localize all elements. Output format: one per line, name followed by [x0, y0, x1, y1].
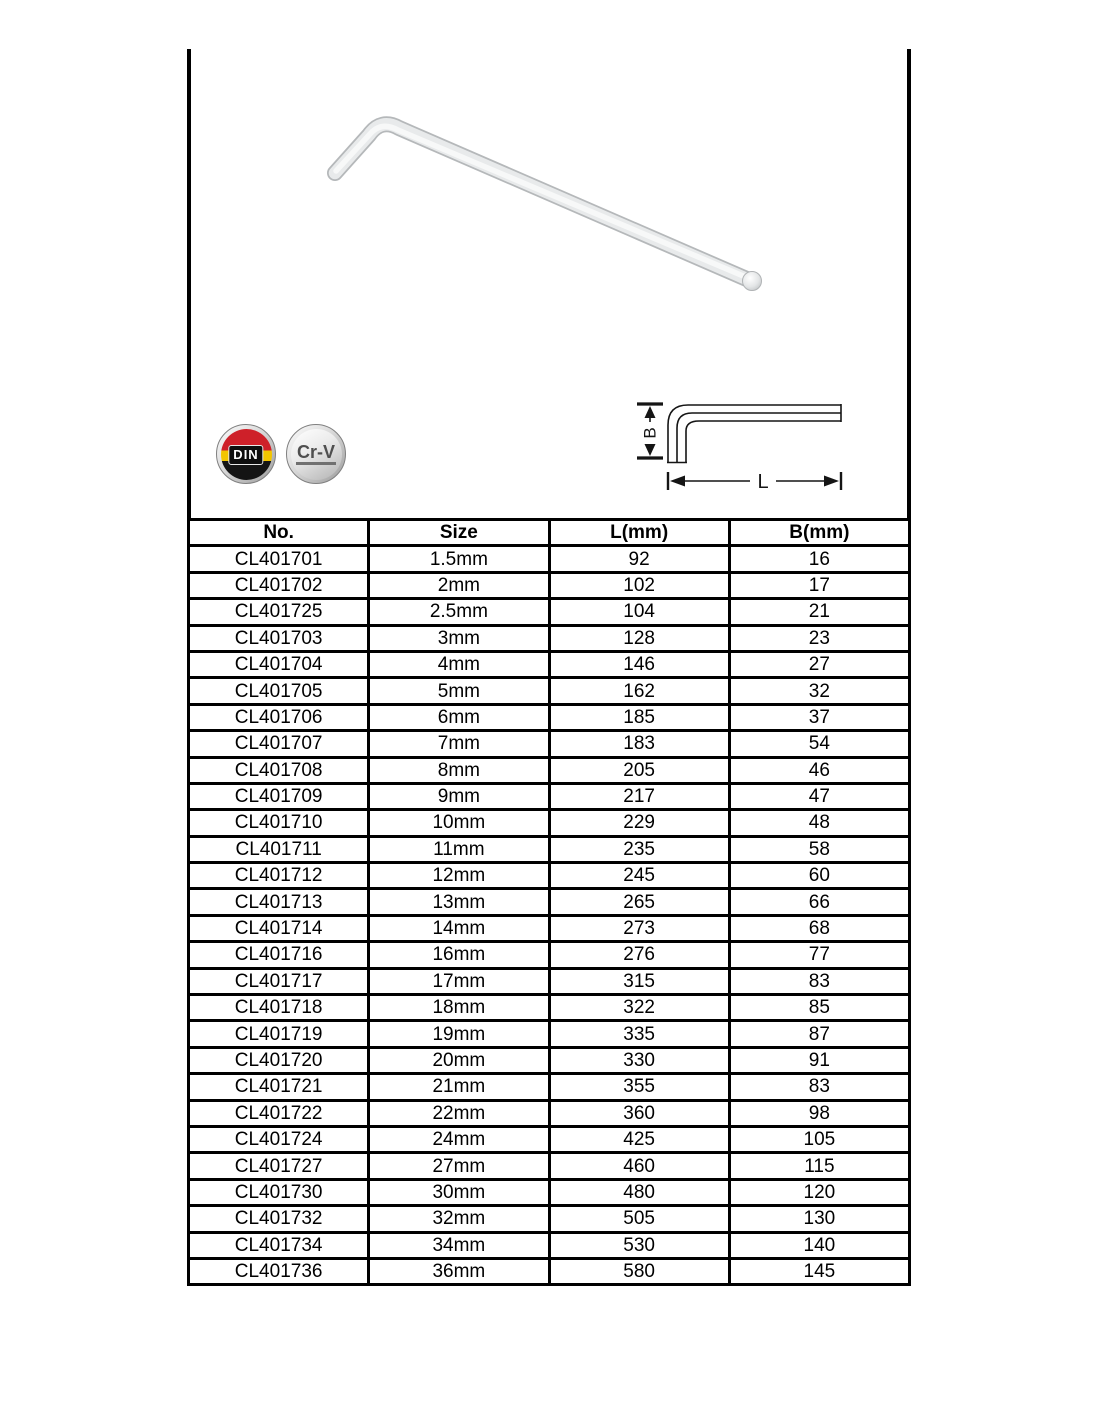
table-cell: 13mm	[369, 889, 549, 915]
table-cell: 32mm	[369, 1206, 549, 1232]
table-cell: 3mm	[369, 625, 549, 651]
table-cell: 60	[729, 863, 909, 889]
right-border-line	[907, 49, 911, 518]
table-cell: 17	[729, 572, 909, 598]
table-cell: 128	[549, 625, 729, 651]
table-cell: 322	[549, 995, 729, 1021]
b-dimension-label: B	[640, 427, 660, 439]
table-row	[189, 915, 910, 941]
table-cell: CL401722	[189, 1100, 369, 1126]
table-cell: 23	[729, 625, 909, 651]
table-row	[189, 810, 910, 836]
table-cell: 355	[549, 1074, 729, 1100]
table-cell: 265	[549, 889, 729, 915]
table-cell: 335	[549, 1021, 729, 1047]
table-cell: 130	[729, 1206, 909, 1232]
table-cell: 580	[549, 1258, 729, 1284]
table-cell: 9mm	[369, 783, 549, 809]
table-cell: 360	[549, 1100, 729, 1126]
table-cell: 27	[729, 651, 909, 677]
table-cell: 11mm	[369, 836, 549, 862]
left-border-line	[187, 49, 191, 518]
table-cell: CL401713	[189, 889, 369, 915]
table-row	[189, 968, 910, 994]
table-cell: 36mm	[369, 1258, 549, 1284]
table-cell: 66	[729, 889, 909, 915]
table-cell: 102	[549, 572, 729, 598]
table-row	[189, 546, 910, 572]
table-cell: 425	[549, 1126, 729, 1152]
table-cell: 460	[549, 1153, 729, 1179]
table-cell: 85	[729, 995, 909, 1021]
table-cell: CL401708	[189, 757, 369, 783]
table-cell: CL401719	[189, 1021, 369, 1047]
table-cell: CL401703	[189, 625, 369, 651]
table-cell: 8mm	[369, 757, 549, 783]
table-row	[189, 1153, 910, 1179]
table-cell: CL401701	[189, 546, 369, 572]
table-cell: CL401716	[189, 942, 369, 968]
table-cell: CL401714	[189, 915, 369, 941]
table-cell: 21mm	[369, 1074, 549, 1100]
table-cell: 140	[729, 1232, 909, 1258]
table-cell: 30mm	[369, 1179, 549, 1205]
table-cell: 5mm	[369, 678, 549, 704]
table-cell: 92	[549, 546, 729, 572]
table-cell: 83	[729, 1074, 909, 1100]
table-row	[189, 704, 910, 730]
table-cell: 146	[549, 651, 729, 677]
din-badge-inner	[221, 429, 272, 480]
table-cell: CL401710	[189, 810, 369, 836]
table-cell: 54	[729, 731, 909, 757]
table-cell: 91	[729, 1047, 909, 1073]
table-cell: 2mm	[369, 572, 549, 598]
table-cell: 104	[549, 599, 729, 625]
l-dimension-label: L	[757, 471, 769, 493]
table-cell: 77	[729, 942, 909, 968]
table-row	[189, 995, 910, 1021]
table-row	[189, 1021, 910, 1047]
table-row	[189, 1232, 910, 1258]
table-cell: 205	[549, 757, 729, 783]
table-header-row	[189, 520, 910, 546]
table-cell: 120	[729, 1179, 909, 1205]
table-row	[189, 1047, 910, 1073]
table-row	[189, 1179, 910, 1205]
table-cell: 68	[729, 915, 909, 941]
table-cell: 145	[729, 1258, 909, 1284]
table-cell: CL401712	[189, 863, 369, 889]
table-row	[189, 783, 910, 809]
table-row	[189, 1100, 910, 1126]
table-cell: 10mm	[369, 810, 549, 836]
table-cell: 185	[549, 704, 729, 730]
table-cell: 1.5mm	[369, 546, 549, 572]
din-label: DIN	[228, 445, 263, 465]
table-cell: 105	[729, 1126, 909, 1152]
table-row	[189, 731, 910, 757]
table-cell: CL401727	[189, 1153, 369, 1179]
table-cell: CL401721	[189, 1074, 369, 1100]
table-cell: 162	[549, 678, 729, 704]
dimension-diagram	[613, 389, 873, 504]
crv-label: Cr-V	[296, 443, 336, 466]
table-cell: 47	[729, 783, 909, 809]
table-row	[189, 863, 910, 889]
table-cell: 217	[549, 783, 729, 809]
table-cell: CL401724	[189, 1126, 369, 1152]
spec-table	[187, 518, 911, 1286]
table-cell: CL401709	[189, 783, 369, 809]
table-cell: 98	[729, 1100, 909, 1126]
din-badge	[216, 424, 276, 484]
table-cell: 229	[549, 810, 729, 836]
table-cell: 48	[729, 810, 909, 836]
table-cell: CL401736	[189, 1258, 369, 1284]
table-cell: 235	[549, 836, 729, 862]
table-cell: 22mm	[369, 1100, 549, 1126]
table-cell: 276	[549, 942, 729, 968]
table-cell: 27mm	[369, 1153, 549, 1179]
table-cell: 16	[729, 546, 909, 572]
spec-table-body	[189, 546, 910, 1285]
table-row	[189, 572, 910, 598]
table-row	[189, 1074, 910, 1100]
table-cell: CL401730	[189, 1179, 369, 1205]
table-cell: CL401732	[189, 1206, 369, 1232]
table-cell: 24mm	[369, 1126, 549, 1152]
table-cell: 273	[549, 915, 729, 941]
table-cell: CL401704	[189, 651, 369, 677]
table-cell: 32	[729, 678, 909, 704]
table-cell: CL401717	[189, 968, 369, 994]
table-cell: CL401707	[189, 731, 369, 757]
table-cell: 18mm	[369, 995, 549, 1021]
crv-badge	[286, 424, 346, 484]
table-row	[189, 651, 910, 677]
table-cell: 2.5mm	[369, 599, 549, 625]
table-cell: 183	[549, 731, 729, 757]
table-cell: CL401705	[189, 678, 369, 704]
table-cell: 505	[549, 1206, 729, 1232]
column-header-b: B(mm)	[729, 520, 909, 546]
table-cell: 530	[549, 1232, 729, 1258]
table-row	[189, 599, 910, 625]
b-arrow-down-icon	[645, 444, 656, 456]
table-cell: 46	[729, 757, 909, 783]
column-header-no: No.	[189, 520, 369, 546]
table-cell: CL401706	[189, 704, 369, 730]
table-cell: CL401720	[189, 1047, 369, 1073]
table-cell: 21	[729, 599, 909, 625]
table-cell: 315	[549, 968, 729, 994]
table-cell: 330	[549, 1047, 729, 1073]
table-cell: 87	[729, 1021, 909, 1047]
table-cell: 19mm	[369, 1021, 549, 1047]
table-row	[189, 942, 910, 968]
table-row	[189, 836, 910, 862]
table-cell: 58	[729, 836, 909, 862]
table-cell: 14mm	[369, 915, 549, 941]
table-cell: 34mm	[369, 1232, 549, 1258]
table-cell: 115	[729, 1153, 909, 1179]
table-cell: 12mm	[369, 863, 549, 889]
column-header-size: Size	[369, 520, 549, 546]
table-row	[189, 1206, 910, 1232]
table-row	[189, 1126, 910, 1152]
table-row	[189, 757, 910, 783]
crv-badge-inner	[291, 429, 342, 480]
table-cell: 16mm	[369, 942, 549, 968]
table-cell: 6mm	[369, 704, 549, 730]
table-cell: 83	[729, 968, 909, 994]
l-arrow-left-icon	[670, 476, 685, 487]
table-cell: CL401734	[189, 1232, 369, 1258]
table-cell: 17mm	[369, 968, 549, 994]
table-row	[189, 889, 910, 915]
table-row	[189, 625, 910, 651]
table-cell: 480	[549, 1179, 729, 1205]
b-arrow-up-icon	[645, 406, 656, 418]
hex-key-image	[318, 89, 778, 304]
table-cell: CL401702	[189, 572, 369, 598]
table-row	[189, 678, 910, 704]
l-arrow-right-icon	[824, 476, 839, 487]
table-cell: CL401718	[189, 995, 369, 1021]
table-cell: CL401711	[189, 836, 369, 862]
table-cell: 37	[729, 704, 909, 730]
column-header-l: L(mm)	[549, 520, 729, 546]
table-cell: 4mm	[369, 651, 549, 677]
table-cell: CL401725	[189, 599, 369, 625]
table-cell: 245	[549, 863, 729, 889]
table-row	[189, 1258, 910, 1284]
table-cell: 7mm	[369, 731, 549, 757]
table-cell: 20mm	[369, 1047, 549, 1073]
